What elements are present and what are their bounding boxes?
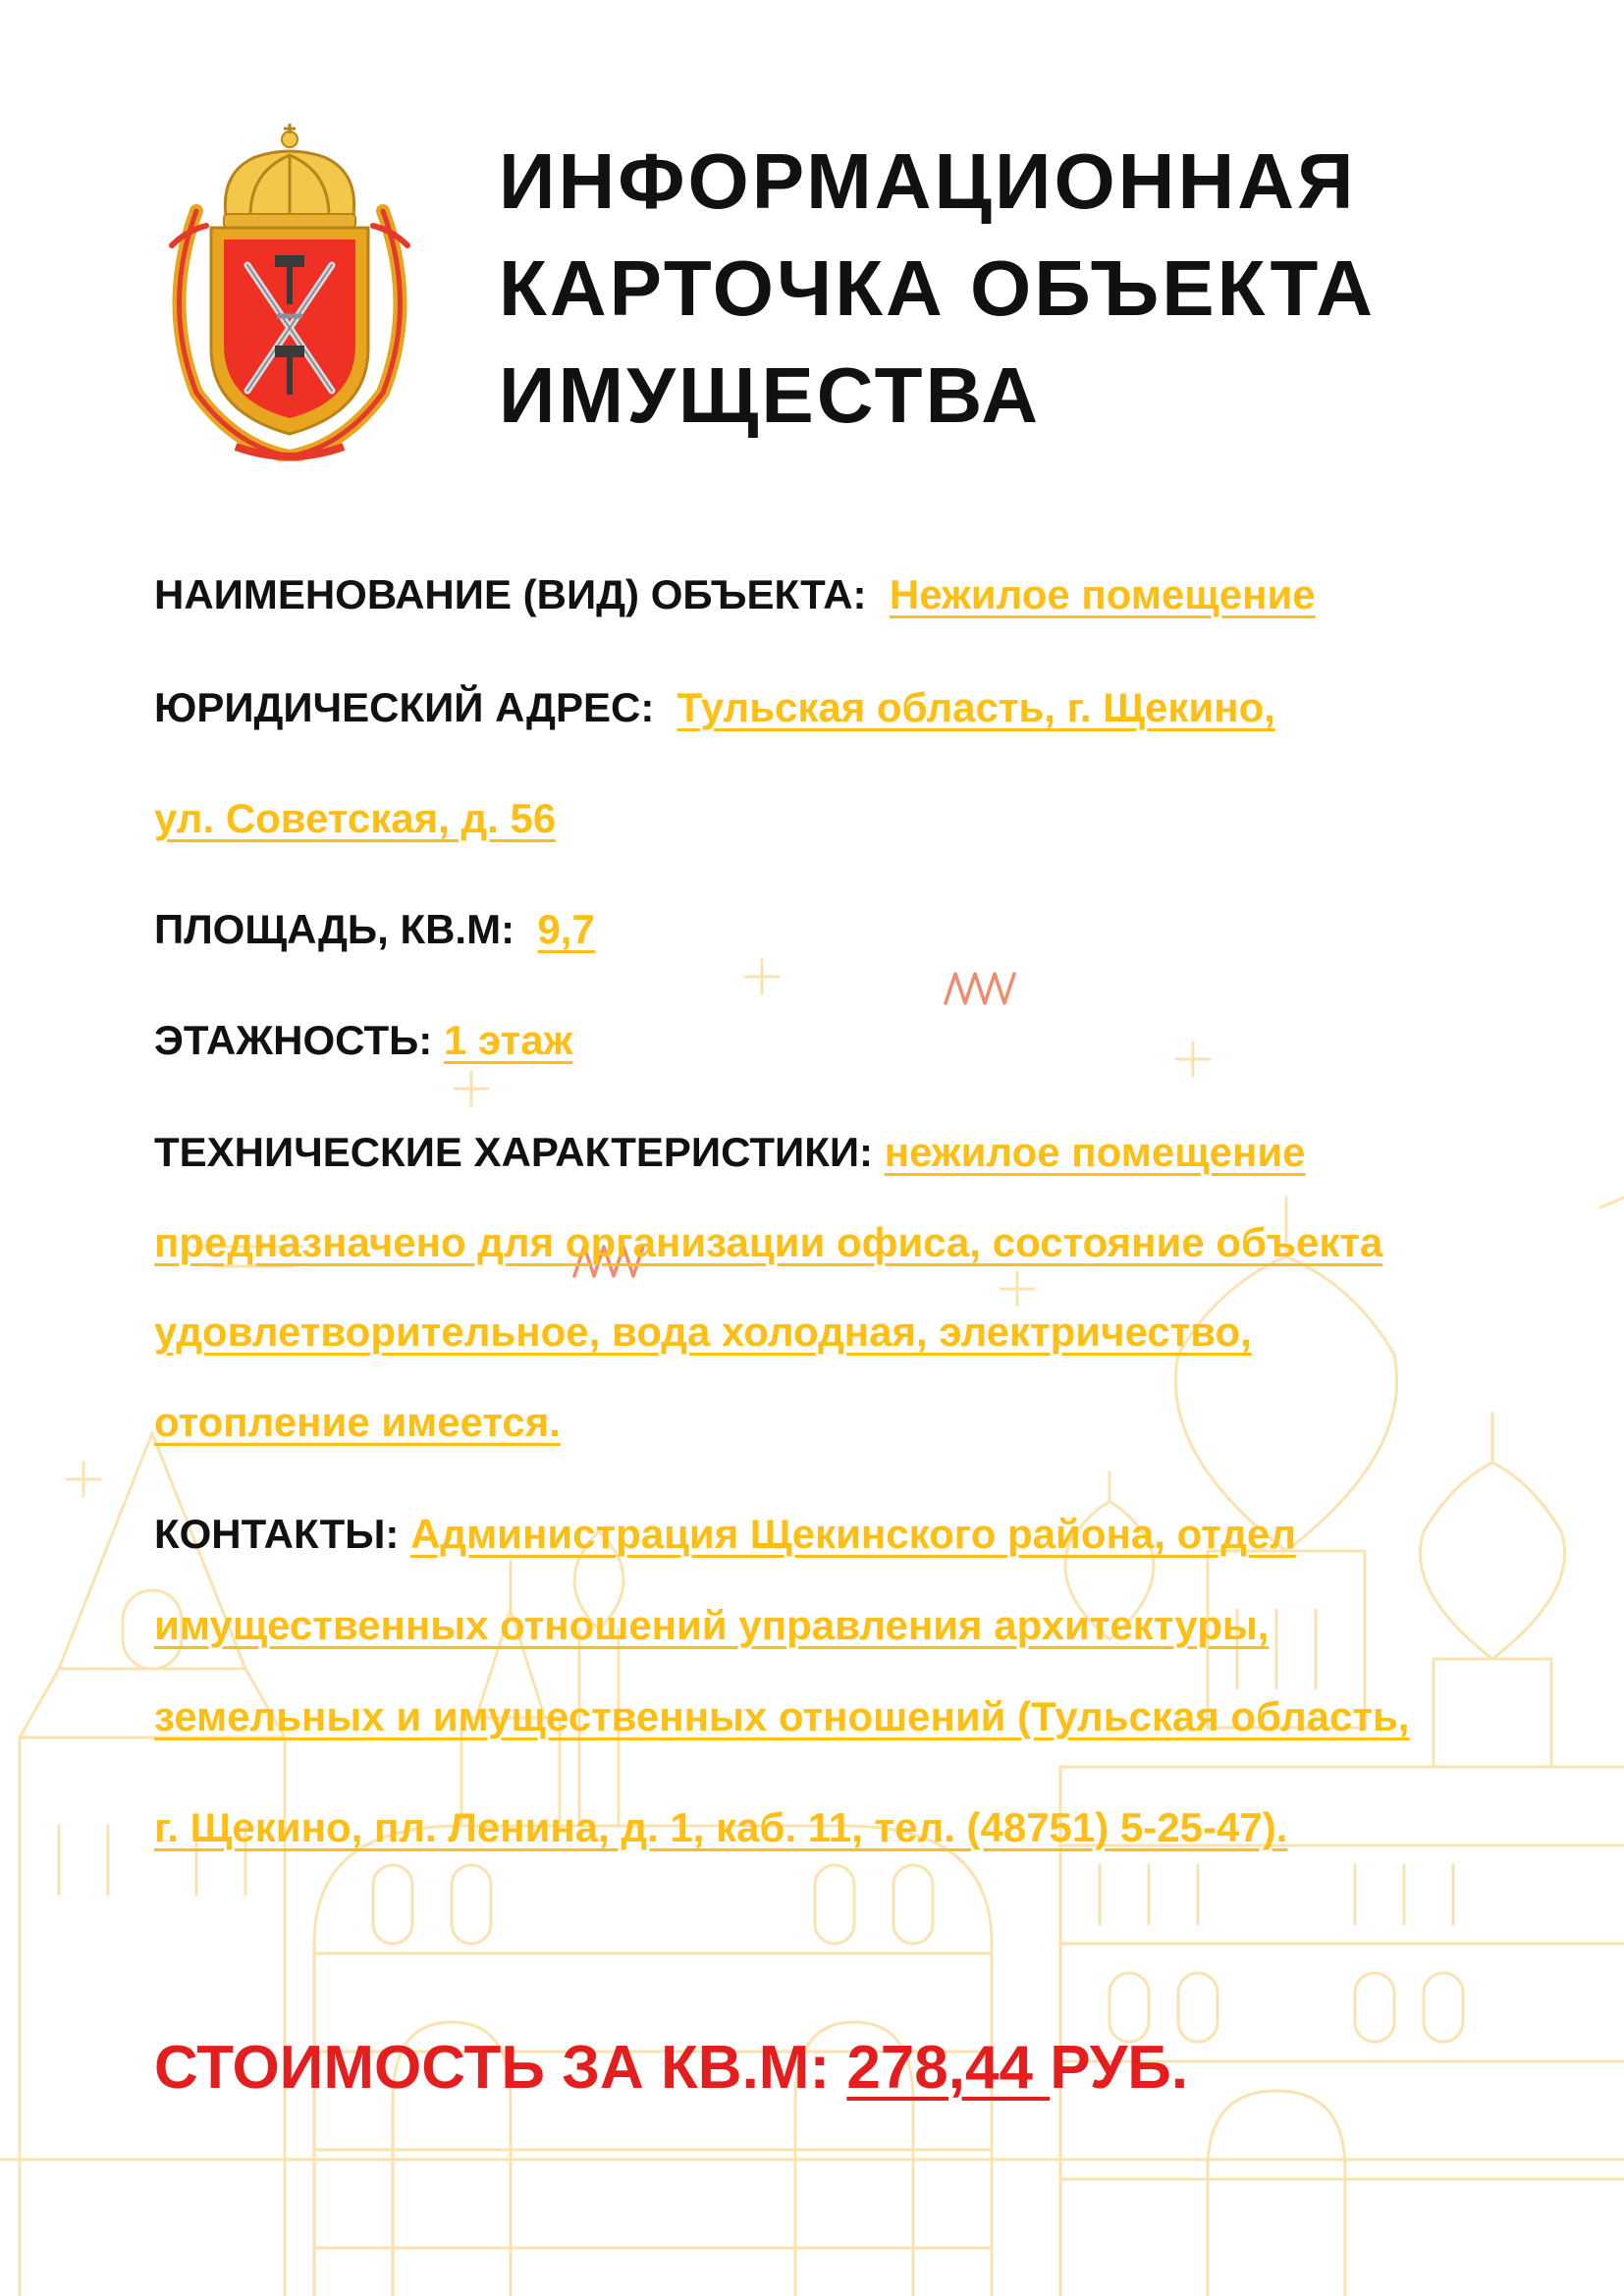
price-line [154, 2032, 1188, 2105]
tula-coat-of-arms-icon [167, 118, 412, 461]
field-address-value-2: ул. Советская, д. 56 [154, 795, 557, 841]
price-label: СТОИМОСТЬ ЗА КВ.М: [154, 2034, 831, 2102]
field-name-label: НАИМЕНОВАНИЕ (ВИД) ОБЪЕКТА: [154, 571, 867, 617]
field-floors-label: ЭТАЖНОСТЬ: [154, 1017, 433, 1063]
field-contacts [154, 1509, 1296, 1560]
field-area [154, 904, 595, 955]
field-floors-value: 1 этаж [443, 1017, 573, 1063]
field-contacts-cont-3 [154, 1802, 1287, 1853]
field-technical [154, 1127, 1306, 1178]
field-technical-cont-2 [154, 1307, 1252, 1358]
field-contacts-value-3: земельных и имущественных отношений (Тульская область, [154, 1693, 1410, 1739]
price-unit: РУБ. [1050, 2034, 1189, 2102]
page-title [499, 128, 1559, 449]
title-line-2: КАРТОЧКА ОБЪЕКТА [499, 244, 1377, 332]
field-contacts-value-2: имущественных отношений управления архитектуры, [154, 1602, 1270, 1648]
field-floors [154, 1015, 572, 1066]
field-technical-cont-3 [154, 1397, 561, 1448]
field-address-value-1: Тульская область, г. Щекино, [677, 684, 1275, 730]
field-technical-value-1: нежилое помещение [884, 1129, 1306, 1175]
field-contacts-cont-2 [154, 1691, 1409, 1742]
field-address-cont [154, 793, 556, 844]
field-technical-value-4: отопление имеется. [154, 1399, 561, 1445]
field-address [154, 682, 1275, 733]
field-name [154, 569, 1316, 620]
title-line-3: ИМУЩЕСТВА [499, 351, 1041, 439]
field-contacts-value-1: Администрация Щекинского района, отдел [410, 1511, 1296, 1557]
field-name-value: Нежилое помещение [889, 571, 1316, 617]
field-area-label: ПЛОЩАДЬ, КВ.М: [154, 906, 515, 952]
field-contacts-cont-1 [154, 1600, 1269, 1651]
field-technical-label: ТЕХНИЧЕСКИЕ ХАРАКТЕРИСТИКИ: [154, 1129, 874, 1175]
title-line-1: ИНФОРМАЦИОННАЯ [499, 137, 1357, 225]
field-area-value: 9,7 [537, 906, 595, 952]
price-value: 278,44 [846, 2034, 1033, 2102]
field-technical-value-2: предназначено для организации офиса, состояние объекта [154, 1219, 1383, 1265]
field-contacts-label: КОНТАКТЫ: [154, 1511, 400, 1557]
field-technical-value-3: удовлетворительное, вода холодная, электричество, [154, 1308, 1252, 1355]
field-contacts-value-4: г. Щекино, пл. Ленина, д. 1, каб. 11, тел. (48751) 5-25-47). [154, 1804, 1288, 1850]
field-address-label: ЮРИДИЧЕСКИЙ АДРЕС: [154, 684, 655, 730]
field-technical-cont-1 [154, 1217, 1382, 1268]
